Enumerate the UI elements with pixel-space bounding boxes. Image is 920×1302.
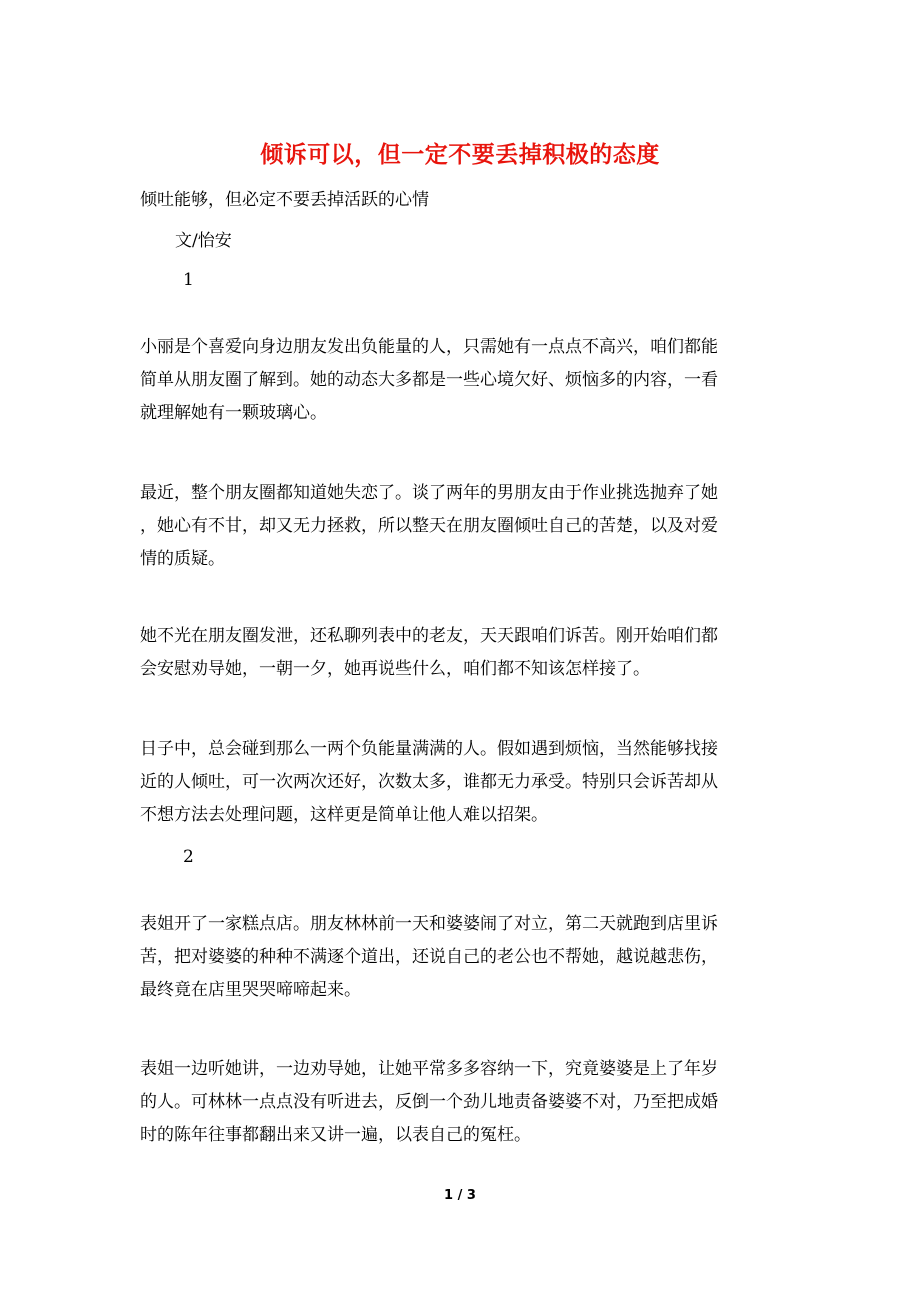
paragraph-line: 会安慰劝导她，一朝一夕，她再说些什么，咱们都不知该怎样接了。 (140, 659, 650, 679)
page-indicator: 1 / 3 (444, 1188, 476, 1203)
paragraph-line: 情的质疑。 (140, 549, 225, 569)
paragraph-line: 表姐开了一家糕点店。朋友林林前一天和婆婆闹了对立，第二天就跑到店里诉 (140, 914, 718, 934)
paragraph-line: 简单从朋友圈了解到。她的动态大多都是一些心境欠好、烦恼多的内容，一看 (140, 370, 718, 390)
paragraph-line: 最终竟在店里哭哭啼啼起来。 (140, 980, 361, 1000)
paragraph-line: 不想方法去处理问题，这样更是简单让他人难以招架。 (140, 805, 548, 825)
paragraph-4 (140, 733, 780, 832)
paragraph-line: 近的人倾吐，可一次两次还好，次数太多，谁都无力承受。特别只会诉苦却从 (140, 772, 718, 792)
paragraph-line: 最近，整个朋友圈都知道她失恋了。谈了两年的男朋友由于作业挑选抛弃了她 (140, 483, 718, 503)
document-subtitle: 倾吐能够，但必定不要丢掉活跃的心情 (140, 190, 429, 210)
paragraph-line: 的人。可林林一点点没有听进去，反倒一个劲儿地责备婆婆不对，乃至把成婚 (140, 1092, 718, 1112)
paragraph-5 (140, 908, 780, 1007)
paragraph-line: 她不光在朋友圈发泄，还私聊列表中的老友，天天跟咱们诉苦。刚开始咱们都 (140, 626, 718, 646)
paragraph-line: 日子中，总会碰到那么一两个负能量满满的人。假如遇到烦恼，当然能够找接 (140, 739, 718, 759)
paragraph-line: ，她心有不甘，却又无力拯救，所以整天在朋友圈倾吐自己的苦楚，以及对爱 (140, 516, 718, 536)
section-number-2: 2 (183, 847, 194, 867)
document-title: 倾诉可以，但一定不要丢掉积极的态度 (260, 141, 660, 168)
author-line: 文/怡安 (175, 231, 232, 251)
section-number-1: 1 (183, 270, 194, 290)
paragraph-line: 表姐一边听她讲，一边劝导她，让她平常多多容纳一下，究竟婆婆是上了年岁 (140, 1059, 718, 1079)
paragraph-1 (140, 331, 780, 430)
paragraph-line: 小丽是个喜爱向身边朋友发出负能量的人，只需她有一点点不高兴，咱们都能 (140, 337, 718, 357)
paragraph-2 (140, 477, 780, 576)
paragraph-line: 时的陈年往事都翻出来又讲一遍，以表自己的冤枉。 (140, 1125, 531, 1145)
paragraph-3 (140, 620, 780, 686)
paragraph-line: 就理解她有一颗玻璃心。 (140, 403, 327, 423)
paragraph-6 (140, 1053, 780, 1152)
paragraph-line: 苦，把对婆婆的种种不满逐个道出，还说自己的老公也不帮她，越说越悲伤， (140, 947, 718, 967)
